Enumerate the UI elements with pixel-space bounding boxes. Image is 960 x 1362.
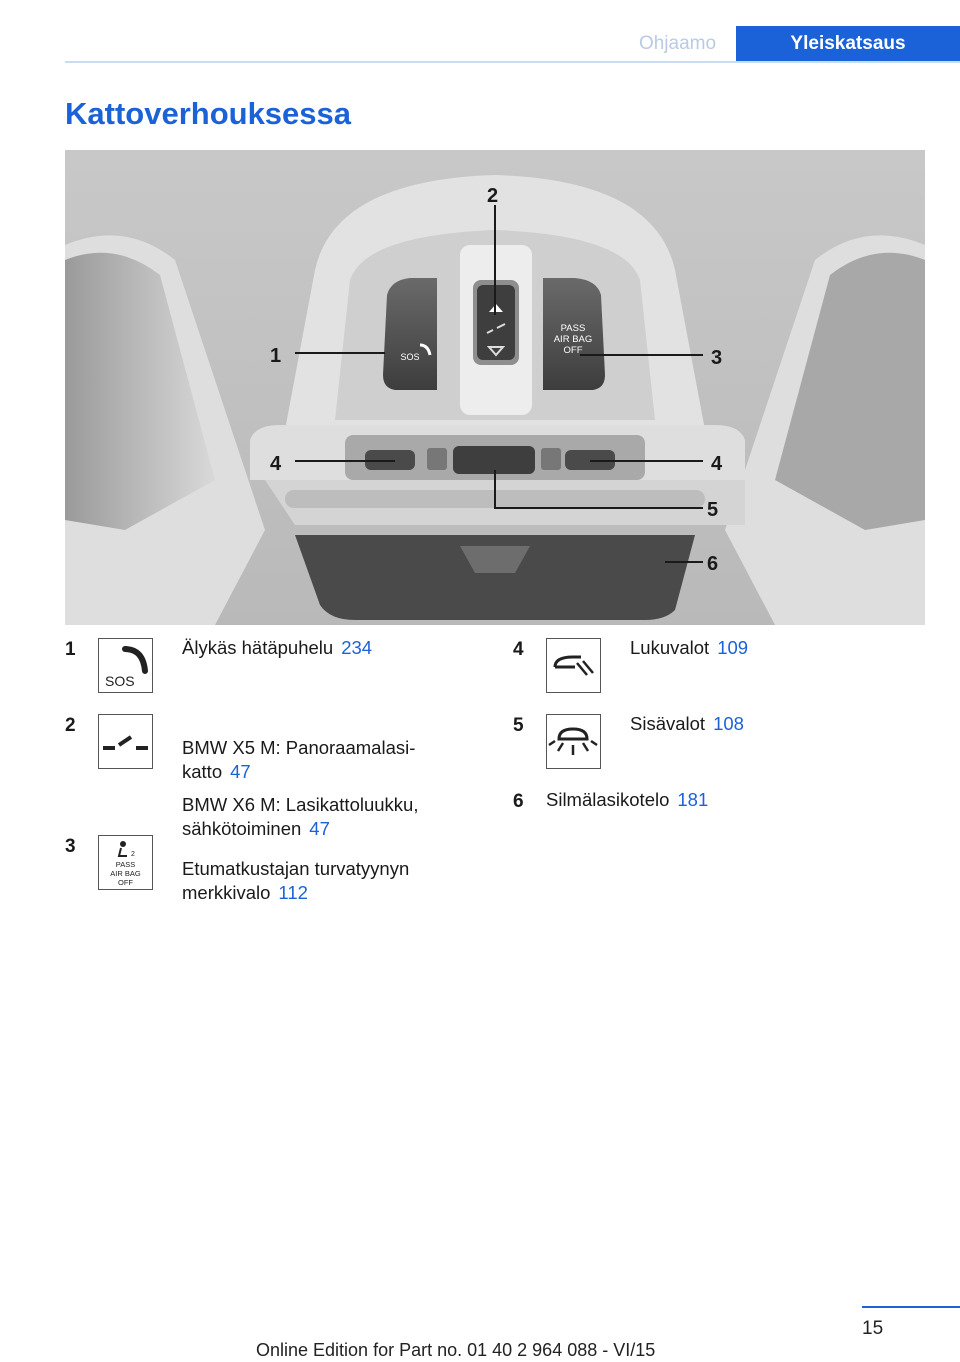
panel-pass-label: PASS	[560, 323, 586, 334]
item-text: Sisävalot	[630, 713, 706, 734]
callout-3: 3	[711, 347, 723, 369]
reading-light-icon	[546, 638, 601, 693]
header-divider	[65, 61, 960, 63]
callout-6: 6	[707, 553, 719, 575]
item-text: BMW X6 M: Lasikattoluukku, sähkötoiminen	[182, 794, 419, 839]
page-ref-link[interactable]: 112	[278, 882, 308, 903]
panel-airbag-label: AIR BAG	[553, 334, 593, 345]
page-ref-link[interactable]: 234	[341, 637, 373, 658]
item-text: Lukuvalot	[630, 637, 710, 658]
item-number: 1	[65, 639, 76, 660]
overhead-console-figure	[65, 150, 925, 625]
footer-divider	[862, 1306, 960, 1308]
item-text: Etumatkustajan turvatyynyn merkkivalo	[182, 858, 410, 903]
sunroof-tilt-icon	[98, 714, 153, 769]
passenger-airbag-off-icon	[98, 835, 153, 890]
item-number: 6	[513, 791, 524, 812]
callout-1: 1	[270, 345, 282, 367]
callout-4-right: 4	[711, 453, 723, 475]
page-ref-link[interactable]: 108	[713, 713, 744, 734]
panel-off-label: OFF	[563, 345, 583, 356]
icon-pass-label: PASS	[115, 860, 136, 869]
item-text: Älykäs hätäpuhelu	[182, 637, 334, 658]
callout-4-left: 4	[270, 453, 282, 475]
tab-yleiskatsaus[interactable]: Yleiskatsaus	[736, 26, 960, 61]
icon-off-label: OFF	[118, 878, 133, 887]
item-number: 5	[513, 715, 524, 736]
page-ref-link[interactable]: 47	[230, 761, 251, 782]
icon-airbag-label: AIR BAG	[110, 869, 141, 878]
callout-2: 2	[487, 185, 499, 207]
callout-5: 5	[707, 499, 719, 521]
sos-button-label: SOS	[400, 352, 420, 362]
edition-note: Online Edition for Part no. 01 40 2 964 088 - VI/15	[256, 1340, 656, 1360]
page-number: 15	[862, 1318, 884, 1339]
page-title: Kattoverhouksessa	[65, 96, 352, 131]
item-text: Silmälasikotelo	[546, 789, 670, 810]
item-number: 2	[65, 715, 76, 736]
page-ref-link[interactable]: 181	[677, 789, 709, 810]
item-text: BMW X5 M: Panoraamalasi- katto	[182, 737, 416, 782]
item-number: 3	[65, 836, 76, 857]
tab-ohjaamo[interactable]: Ohjaamo	[620, 26, 735, 61]
interior-light-icon	[546, 714, 601, 769]
svg-text:2: 2	[131, 851, 135, 858]
svg-text:SOS: SOS	[105, 673, 135, 689]
sos-call-icon	[98, 638, 153, 693]
page-ref-link[interactable]: 109	[717, 637, 749, 658]
item-number: 4	[513, 639, 524, 660]
page-ref-link[interactable]: 47	[309, 818, 330, 839]
